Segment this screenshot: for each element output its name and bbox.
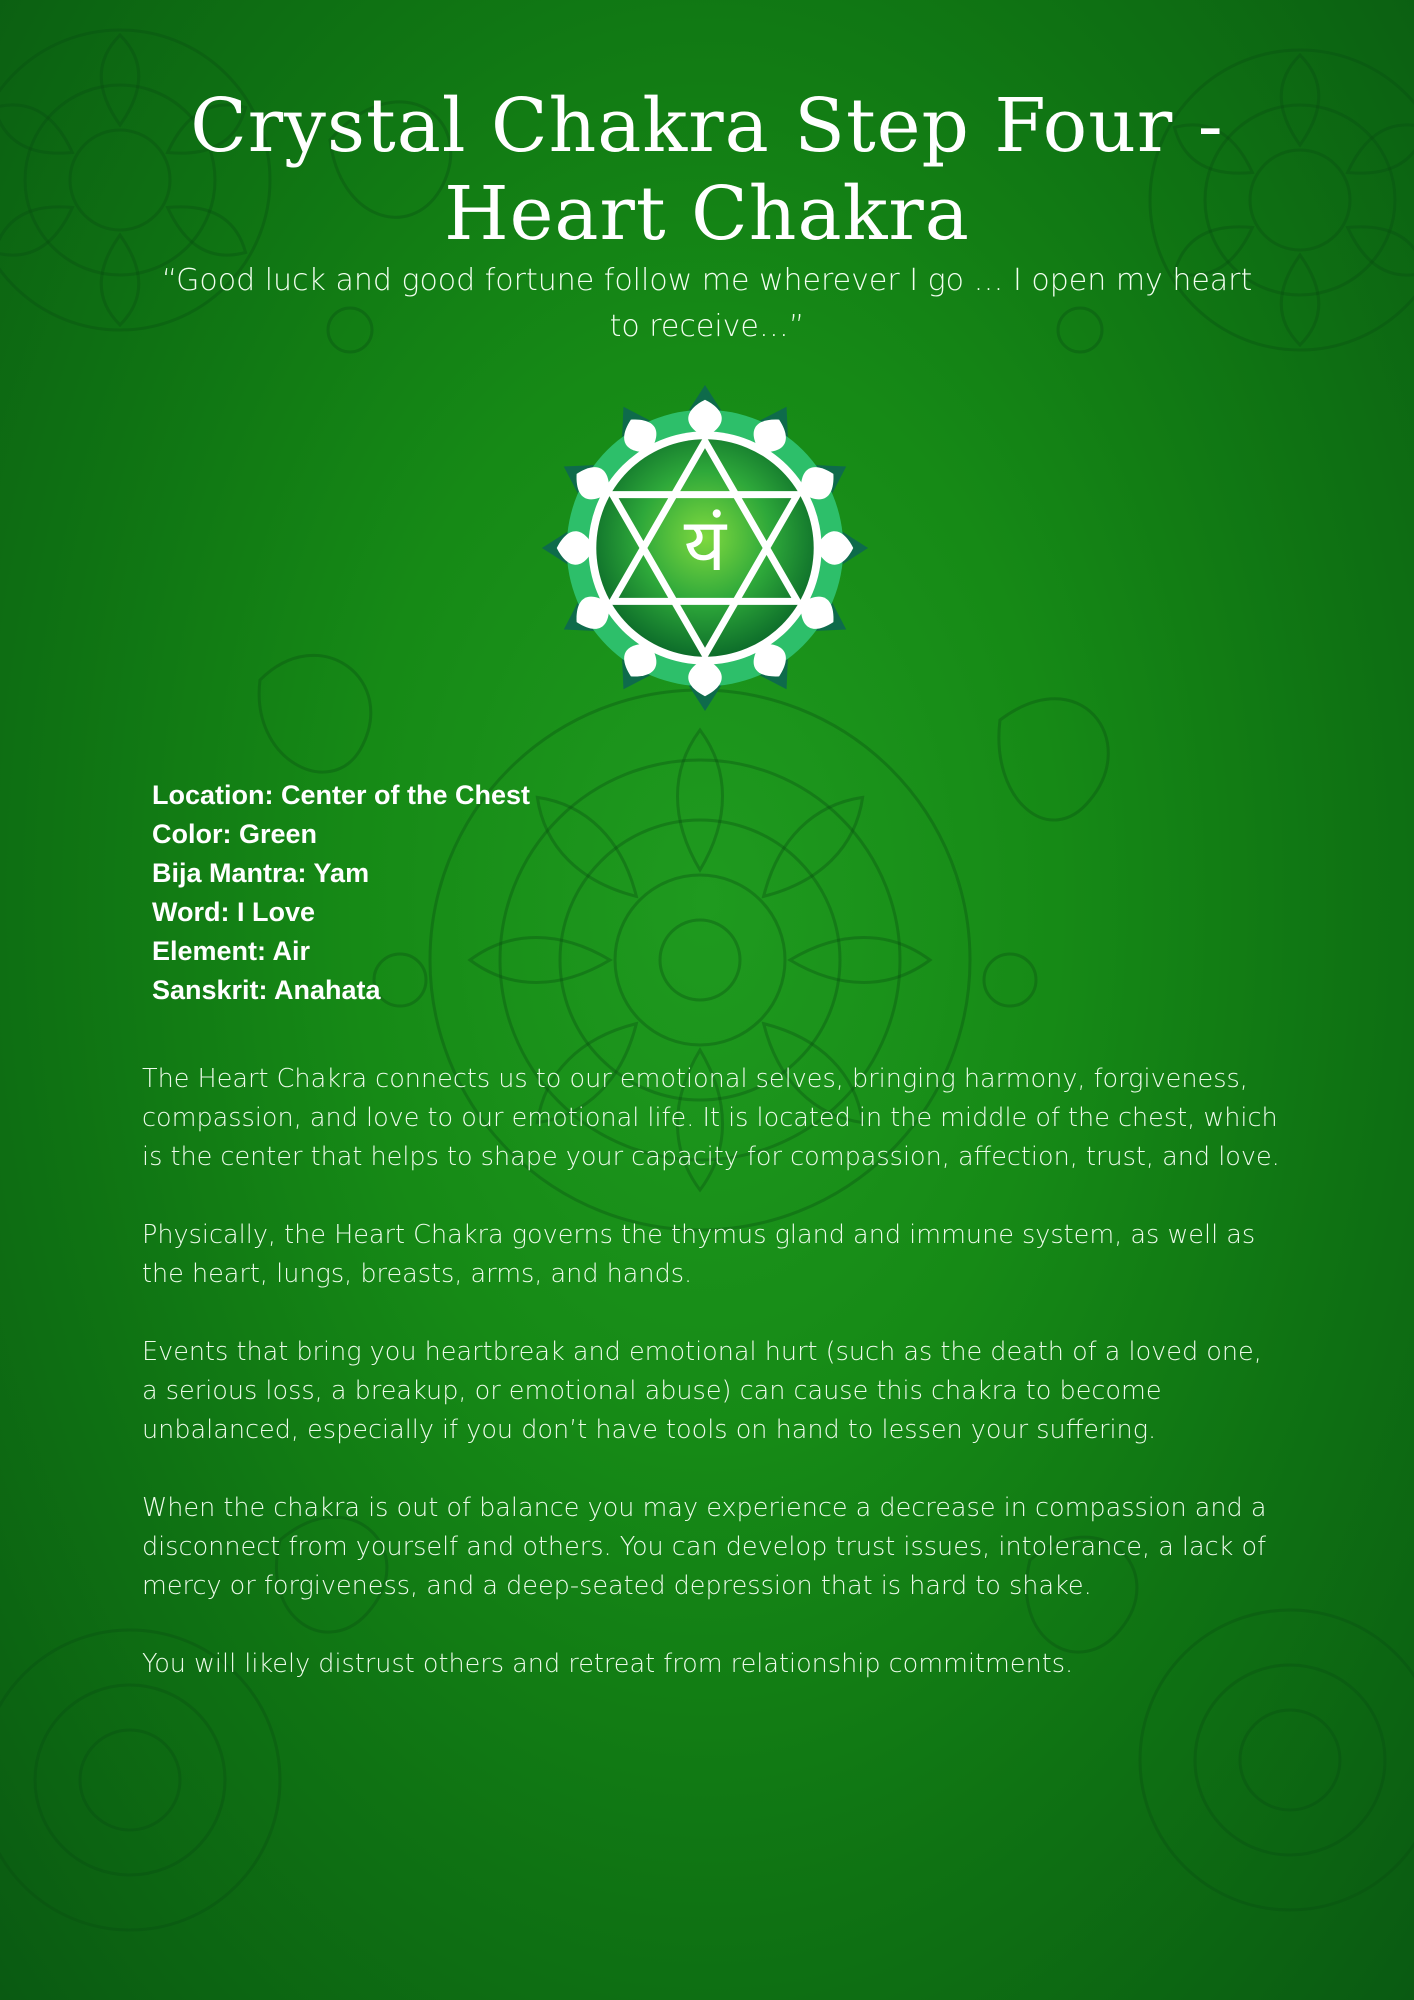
- description-text: [142, 1060, 1282, 1723]
- fact-sanskrit: Sanskrit: Anahata: [152, 975, 381, 1005]
- heart-chakra-icon: [537, 380, 873, 716]
- paragraph-imbalance-causes: Events that bring you heartbreak and emotional hurt (such as the death of a loved one, a serious loss, a breakup, or emotional abuse) can cause this chakra to become unbalanced, especially if you don’t have tools on hand to lessen your suffering.: [142, 1337, 1262, 1445]
- fact-word: Word: I Love: [152, 897, 316, 927]
- paragraph-imbalance-effects: When the chakra is out of balance you may experience a decrease in compassion and a disconnect from yourself and others. You can develop trust issues, intolerance, a lack of mercy or forgiveness, and a deep-seated depression that is hard to shake.: [142, 1493, 1267, 1601]
- chakra-facts-list: [152, 776, 530, 1010]
- page-title: Crystal Chakra Step Four - Heart Chakra: [190, 83, 1224, 257]
- fact-location: Location: Center of the Chest: [152, 780, 531, 810]
- fact-element: Element: Air: [152, 936, 311, 966]
- paragraph-intro: The Heart Chakra connects us to our emotional selves, bringing harmony, forgiveness, compassion, and love to our emotional life. It is located in the middle of the chest, which is the center that helps to shape your capacity for compassion, affection, trust, and love.: [142, 1064, 1280, 1172]
- paragraph-relationships: You will likely distrust others and retreat from relationship commitments.: [142, 1649, 1074, 1679]
- paragraph-physical: Physically, the Heart Chakra governs the thymus gland and immune system, as well as the heart, lungs, breasts, arms, and hands.: [142, 1220, 1256, 1289]
- fact-bija-mantra: Bija Mantra: Yam: [152, 858, 370, 888]
- fact-color: Color: Green: [152, 819, 318, 849]
- affirmation-quote: “Good luck and good fortune follow me wherever I go … I open my heart to receive…”: [161, 263, 1253, 344]
- bija-symbol: यं: [683, 502, 727, 588]
